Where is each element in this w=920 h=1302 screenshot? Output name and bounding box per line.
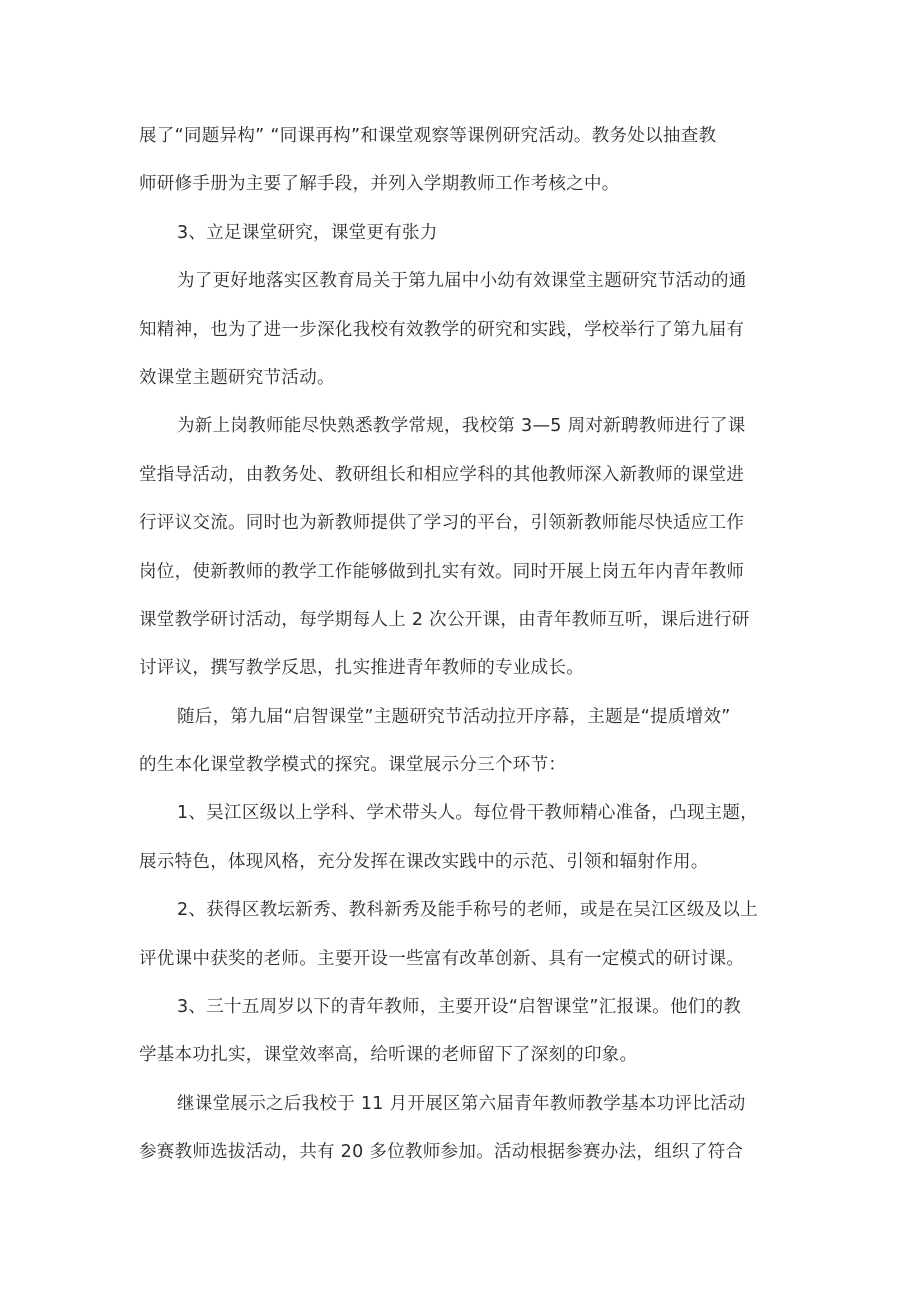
section-heading: 3、立足课堂研究，课堂更有张力: [177, 222, 438, 243]
text-line: 参赛教师选拔活动，共有 20 多位教师参加。活动根据参赛办法，组织了符合: [139, 1142, 744, 1163]
text-line: 师研修手册为主要了解手段，并列入学期教师工作考核之中。: [139, 174, 620, 195]
list-item: 3、三十五周岁以下的青年教师，主要开设“启智课堂”汇报课。他们的教: [177, 997, 742, 1018]
text-line: 堂指导活动，由教务处、教研组长和相应学科的其他教师深入新教师的课堂进: [139, 464, 745, 485]
text-line: 为了更好地落实区教育局关于第九届中小幼有效课堂主题研究节活动的通: [177, 271, 747, 292]
text-line: 知精神，也为了进一步深化我校有效教学的研究和实践，学校举行了第九届有: [139, 319, 745, 340]
text-line: 继课堂展示之后我校于 11 月开展区第六届青年教师教学基本功评比活动: [177, 1093, 746, 1114]
text-line: 效课堂主题研究节活动。: [139, 367, 335, 388]
text-line: 岗位，使新教师的教学工作能够做到扎实有效。同时开展上岗五年内青年教师: [139, 561, 745, 582]
text-line: 展示特色，体现风格，充分发挥在课改实践中的示范、引领和辐射作用。: [139, 851, 709, 872]
text-line: 展了“同题异构” “同课再构”和课堂观察等课例研究活动。教务处以抽查教: [139, 126, 717, 146]
text-line: 随后，第九届“启智课堂”主题研究节活动拉开序幕，主题是“提质增效”: [177, 706, 731, 727]
list-item: 2、获得区教坛新秀、教科新秀及能手称号的老师，或是在吴江区级及以上: [177, 900, 759, 921]
text-line: 学基本功扎实，课堂效率高，给听课的老师留下了深刻的印象。: [139, 1045, 638, 1066]
text-line: 讨评议，撰写教学反思，扎实推进青年教师的专业成长。: [139, 658, 584, 679]
text-line: 评优课中获奖的老师。主要开设一些富有改革创新、具有一定模式的研讨课。: [139, 948, 745, 969]
text-line: 的生本化课堂教学模式的探究。课堂展示分三个环节：: [139, 755, 567, 776]
text-line: 行评议交流。同时也为新教师提供了学习的平台，引领新教师能尽快适应工作: [139, 513, 745, 534]
text-line: 课堂教学研讨活动，每学期每人上 2 次公开课，由青年教师互听，课后进行研: [139, 609, 750, 630]
text-line: 为新上岗教师能尽快熟悉教学常规，我校第 3—5 周对新聘教师进行了课: [177, 416, 746, 437]
document-body: [139, 112, 783, 1177]
list-item: 1、吴江区级以上学科、学术带头人。每位骨干教师精心准备，凸现主题，: [177, 803, 759, 824]
